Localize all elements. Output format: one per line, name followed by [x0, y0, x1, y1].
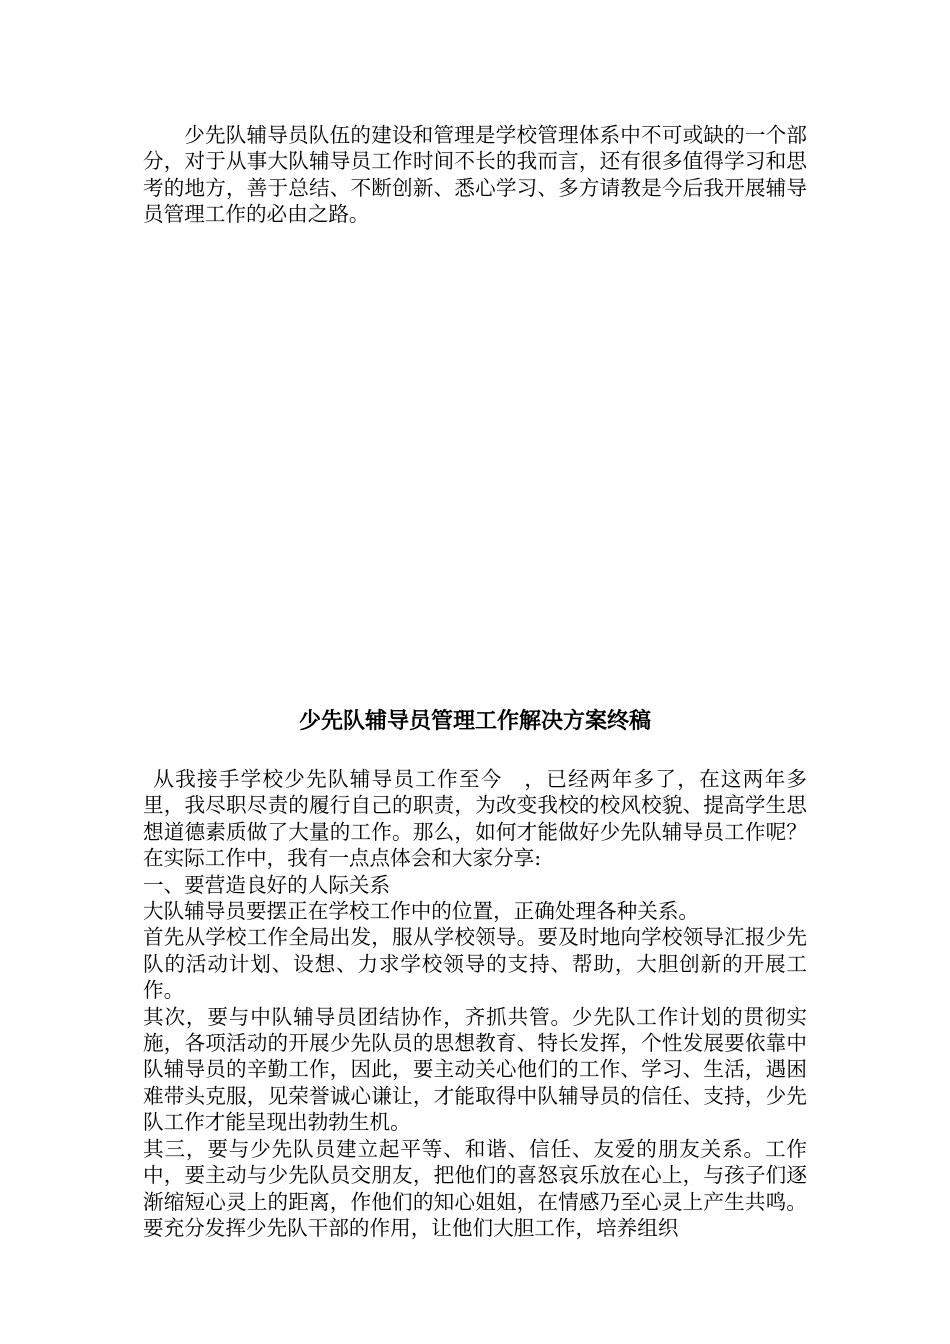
document-title: 少先队辅导员管理工作解决方案终稿 — [298, 709, 651, 734]
body-paragraph: 大队辅导员要摆正在学校工作中的位置，正确处理各种关系。 — [143, 899, 700, 924]
body-paragraph-opening: 从我接手学校少先队辅导员工作至今 ，已经两年多了，在这两年多里，我尽职尽责的履行自己的职责，为改变我校的校风校貌、提高学生思想道德素质做了大量的工作。那么，如何才能做好少先队辅导员工作呢？在实际工作中，我有一点点体会和大家分享: — [143, 767, 807, 871]
body-paragraph: 首先从学校工作全局出发，服从学校领导。要及时地向学校领导汇报少先队的活动计划、设想、力求学校领导的支持、帮助，大胆创新的开展工作。 — [143, 925, 807, 1003]
body-paragraph: 其三，要与少先队员建立起平等、和谐、信任、友爱的朋友关系。工作中，要主动与少先队员交朋友，把他们的喜怒哀乐放在心上，与孩子们逐渐缩短心灵上的距离，作他们的知心姐姐，在情感乃至心灵上产生共鸣。要充分发挥少先队干部的作用，让他们大胆工作，培养组织 — [143, 1136, 807, 1240]
intro-paragraph: 少先队辅导员队伍的建设和管理是学校管理体系中不可或缺的一个部分，对于从事大队辅导员工作时间不长的我而言，还有很多值得学习和思考的地方，善于总结、不断创新、悉心学习、多方请教是今后我开展辅导员管理工作的必由之路。 — [143, 123, 807, 227]
section-heading-relationships: 一、要营造良好的人际关系 — [143, 872, 391, 897]
document-body — [143, 766, 807, 1241]
body-paragraph: 其次，要与中队辅导员团结协作，齐抓共管。少先队工作计划的贯彻实施，各项活动的开展少先队员的思想教育、特长发挥，个性发展要依靠中队辅导员的辛勤工作，因此，要主动关心他们的工作、学习、生活，遇困难带头克服，见荣誉诚心谦让，才能取得中队辅导员的信任、支持，少先队工作才能呈现出勃勃生机。 — [143, 1004, 807, 1135]
